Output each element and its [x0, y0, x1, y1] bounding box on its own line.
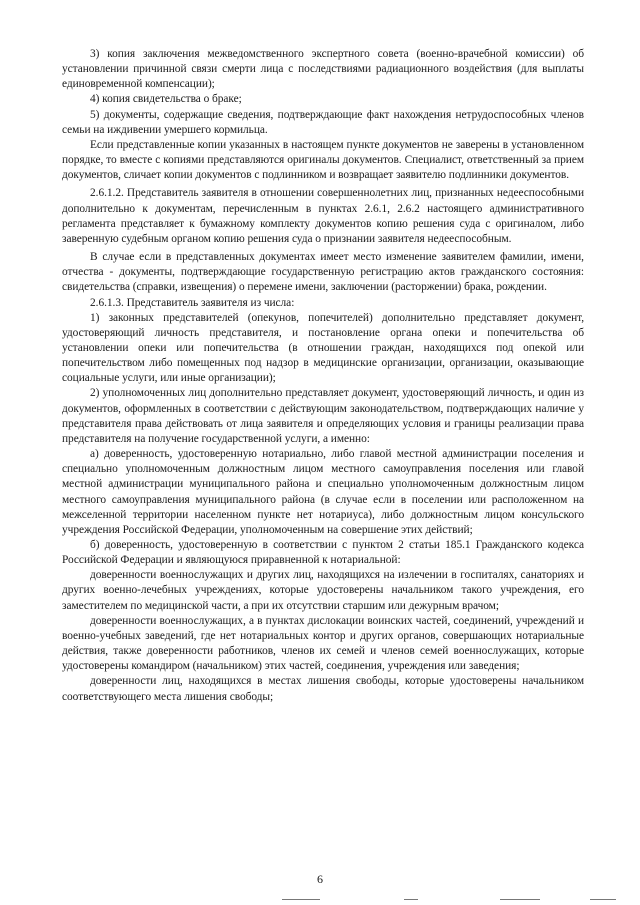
paragraph: доверенности военнослужащих и других лиц, находящихся на излечении в госпиталях, санаториях и других военно-лечебных учреждениях, которые удостоверены начальником такого учреждения, его заместителем по медицинской части, а при их отсутствии старшим или дежурным врачом;	[62, 569, 584, 612]
paragraph: доверенности лиц, находящихся в местах лишения свободы, которые удостоверены начальником соответствующего места лишения свободы;	[62, 675, 584, 703]
paragraph: б) доверенность, удостоверенную в соответствии с пунктом 2 статьи 185.1 Гражданского кодекса Российской Федерации и являющуюся приравненной к нотариальной:	[62, 539, 584, 567]
paragraph: Если представленные копии указанных в настоящем пункте документов не заверены в установленном порядке, то вместе с копиями представляются оригиналы документов. Специалист, ответственный за прием документов, сличает копии документов с подлинником и возвращает заявителю подлинники документов.	[62, 138, 584, 182]
paragraph: 4) копия свидетельства о браке;	[90, 93, 242, 106]
scan-artifact	[404, 899, 418, 900]
paragraph: 1) законных представителей (опекунов, попечителей) дополнительно представляет документ, удостоверяющий личность представителя, и постановление органа опеки и попечительства об установлении опеки или попечительства (в отношении граждан, находящихся под опекой или попечительством либо помещенных под надзор в медицинские организации, организации, оказывающие социальные услуги, или иные организации);	[62, 311, 584, 385]
paragraph: 2.6.1.2. Представитель заявителя в отношении совершеннолетних лиц, признанных недееспособными дополнительно к документам, перечисленным в пунктах 2.6.1, 2.6.2 настоящего административного регламента представляет к бумажному комплекту документов копию решения суда с оригиналом, либо заверенную судебным органом копию решения суда о признании заявителя недееспособным.	[62, 187, 584, 245]
paragraph: В случае если в представленных документах имеет место изменение заявителем фамилии, имени, отчества - документы, подтверждающие государственную регистрацию актов гражданского состояния: свидетельства (справки, извещения) о перемене имени, заключении (расторжении) брака, рождении.	[62, 251, 584, 294]
paragraph: а) доверенность, удостоверенную нотариально, либо главой местной администрации поселения и специально уполномоченным должностным лицом местного самоуправления поселения или главой местной администрации муниципального района и специально уполномоченным должностным лицом местного самоуправления муниципального района (в случае если в поселении или расположенном на межселенной территории населенном пункте нет нотариуса), либо должностным лицом консульского учреждения Российской Федерации, уполномоченным на совершение этих действий;	[62, 448, 584, 536]
scan-artifact	[282, 899, 320, 900]
scan-artifact	[500, 899, 540, 900]
scan-artifact	[590, 899, 616, 900]
paragraph: 5) документы, содержащие сведения, подтверждающие факт нахождения нетрудоспособных членов семьи на иждивении умершего кормильца.	[62, 108, 584, 136]
document-page	[62, 47, 584, 705]
page-number: 6	[317, 872, 323, 886]
paragraph: 2.6.1.3. Представитель заявителя из числа:	[90, 296, 295, 309]
paragraph: 3) копия заключения межведомственного экспертного совета (военно-врачебной комиссии) об установлении причинной связи смерти лица с последствиями радиационного воздействия (для выплаты единовременной компенсации);	[62, 48, 584, 91]
paragraph: 2) уполномоченных лиц дополнительно представляет документ, удостоверяющий личность, и один из документов, оформленных в соответствии с действующим законодательством, подтверждающих наличие у представителя права действовать от лица заявителя и определяющих условия и границы реализации права представителя на получение государственной услуги, а именно:	[62, 387, 584, 445]
paragraph: доверенности военнослужащих, а в пунктах дислокации воинских частей, соединений, учреждений и военно-учебных заведений, где нет нотариальных контор и других органов, совершающих нотариальные действия, также доверенности работников, членов их семей и членов семей военнослужащих, которые удостоверены командиром (начальником) этих частей, соединения, учреждения или заведения;	[62, 614, 584, 673]
